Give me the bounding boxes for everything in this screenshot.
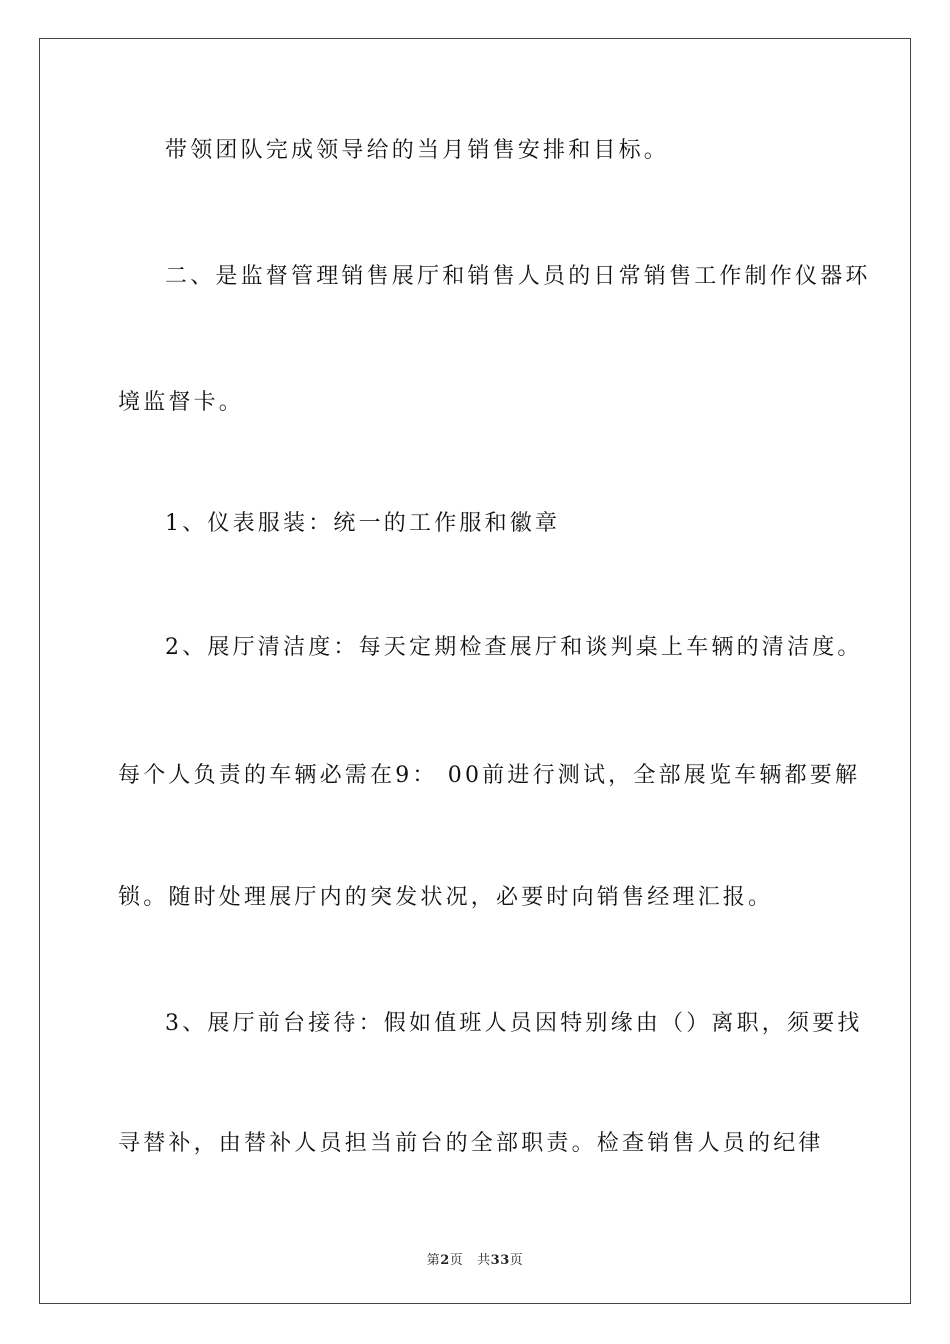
paragraph-line-9: 寻替补，由替补人员担当前台的全部职责。检查销售人员的纪律: [118, 1131, 824, 1156]
footer-total-suffix: 页: [509, 1253, 524, 1268]
footer-page-number: 2: [440, 1253, 450, 1268]
paragraph-line-4: 1、仪表服装：统一的工作服和徽章: [165, 511, 561, 536]
paragraph-line-1: 带领团队完成领导给的当月销售安排和目标。: [165, 138, 670, 163]
page-footer: [0, 1249, 950, 1268]
paragraph-line-7: 锁。随时处理展厅内的突发状况，必要时向销售经理汇报。: [118, 885, 774, 910]
paragraph-line-6: 每个人负责的车辆必需在9： 00前进行测试，全部展览车辆都要解: [118, 763, 861, 788]
page-frame: [39, 38, 911, 1304]
paragraph-line-3: 境监督卡。: [118, 390, 245, 415]
footer-page-prefix: 第: [426, 1253, 441, 1268]
paragraph-line-2: 二、是监督管理销售展厅和销售人员的日常销售工作制作仪器环: [165, 264, 871, 289]
paragraph-line-5: 2、展厅清洁度：每天定期检查展厅和谈判桌上车辆的清洁度。: [165, 635, 863, 660]
paragraph-line-8: 3、展厅前台接待：假如值班人员因特别缘由（）离职，须要找: [165, 1011, 863, 1036]
footer-page-suffix: 页 共: [449, 1253, 491, 1268]
footer-total-pages: 33: [490, 1253, 510, 1268]
